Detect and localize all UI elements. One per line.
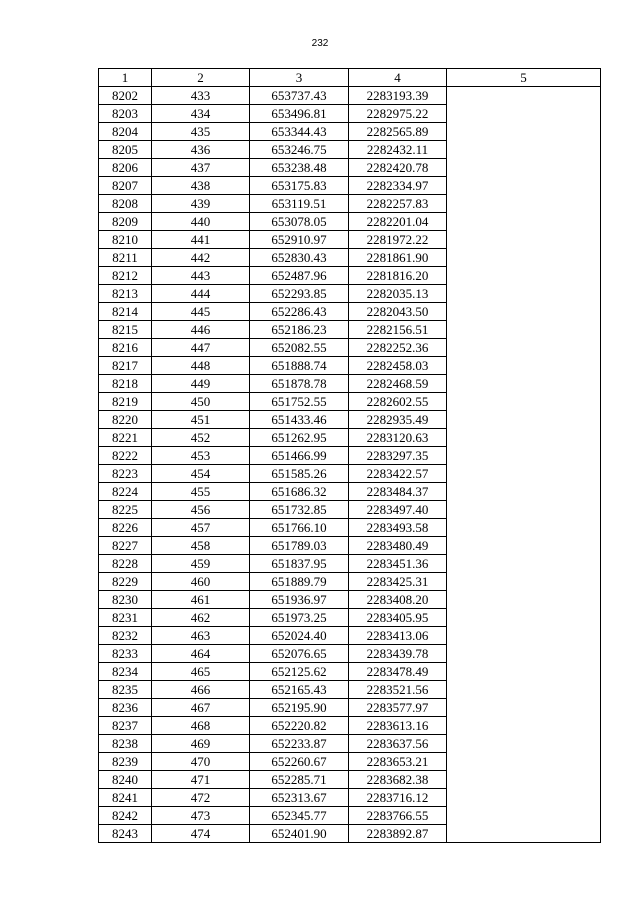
table-cell-col-3: 653344.43 [250, 123, 349, 141]
table-cell-col-3: 652165.43 [250, 681, 349, 699]
table-cell-col-3: 652401.90 [250, 825, 349, 843]
table-cell-col-2: 437 [152, 159, 250, 177]
table-cell-col-1: 8228 [99, 555, 152, 573]
table-cell-col-1: 8234 [99, 663, 152, 681]
table-cell-col-2: 441 [152, 231, 250, 249]
table-cell-col-2: 466 [152, 681, 250, 699]
table-cell-col-2: 450 [152, 393, 250, 411]
table-cell-col-2: 440 [152, 213, 250, 231]
table-cell-col-2: 461 [152, 591, 250, 609]
table-cell-col-1: 8240 [99, 771, 152, 789]
table-cell-col-1: 8239 [99, 753, 152, 771]
table-cell-col-1: 8235 [99, 681, 152, 699]
table-cell-col-3: 651878.78 [250, 375, 349, 393]
table-cell-col-3: 652076.65 [250, 645, 349, 663]
table-cell-col-1: 8233 [99, 645, 152, 663]
table-cell-col-3: 651973.25 [250, 609, 349, 627]
table-cell-col-1: 8205 [99, 141, 152, 159]
table-cell-col-2: 454 [152, 465, 250, 483]
table-cell-col-3: 653737.43 [250, 87, 349, 105]
table-cell-col-4: 2282257.83 [349, 195, 447, 213]
table-cell-col-4: 2282458.03 [349, 357, 447, 375]
table-cell-col-4: 2283716.12 [349, 789, 447, 807]
table-cell-col-4: 2282201.04 [349, 213, 447, 231]
table-cell-col-1: 8217 [99, 357, 152, 375]
table-cell-col-3: 653175.83 [250, 177, 349, 195]
table-cell-col-2: 435 [152, 123, 250, 141]
table-cell-col-3: 652286.43 [250, 303, 349, 321]
table-cell-col-2: 455 [152, 483, 250, 501]
table-cell-col-1: 8243 [99, 825, 152, 843]
table-cell-col-3: 651686.32 [250, 483, 349, 501]
table-cell-col-4: 2282035.13 [349, 285, 447, 303]
table-header-row [99, 69, 601, 87]
table-cell-col-1: 8221 [99, 429, 152, 447]
table-cell-col-4: 2283478.49 [349, 663, 447, 681]
table-cell-col-2: 471 [152, 771, 250, 789]
table-cell-col-3: 651837.95 [250, 555, 349, 573]
table-cell-col-2: 445 [152, 303, 250, 321]
table-cell-col-1: 8229 [99, 573, 152, 591]
table-cell-col-4: 2281861.90 [349, 249, 447, 267]
table-cell-col-1: 8219 [99, 393, 152, 411]
table-cell-col-4: 2282602.55 [349, 393, 447, 411]
table-cell-col-1: 8237 [99, 717, 152, 735]
table-cell-col-1: 8220 [99, 411, 152, 429]
table-cell-col-4: 2283297.35 [349, 447, 447, 465]
table-cell-col-4: 2283577.97 [349, 699, 447, 717]
table-cell-col-2: 463 [152, 627, 250, 645]
table-cell-col-2: 465 [152, 663, 250, 681]
table-cell-col-4: 2283193.39 [349, 87, 447, 105]
table-cell-col-1: 8208 [99, 195, 152, 213]
table-cell-col-4: 2282432.11 [349, 141, 447, 159]
table-cell-col-1: 8232 [99, 627, 152, 645]
table-cell-col-3: 652186.23 [250, 321, 349, 339]
column-header-3: 3 [250, 69, 349, 87]
table-cell-col-1: 8213 [99, 285, 152, 303]
table-cell-col-2: 458 [152, 537, 250, 555]
table-cell-col-2: 462 [152, 609, 250, 627]
table-cell-col-2: 438 [152, 177, 250, 195]
table-cell-col-3: 653078.05 [250, 213, 349, 231]
table-cell-col-3: 652082.55 [250, 339, 349, 357]
table-cell-col-2: 470 [152, 753, 250, 771]
table-cell-col-1: 8216 [99, 339, 152, 357]
table-cell-col-4: 2283653.21 [349, 753, 447, 771]
table-cell-col-2: 468 [152, 717, 250, 735]
table-cell-col-2: 473 [152, 807, 250, 825]
table-cell-col-3: 652260.67 [250, 753, 349, 771]
table-cell-col-3: 652313.67 [250, 789, 349, 807]
table-cell-col-1: 8241 [99, 789, 152, 807]
table-cell-col-3: 652830.43 [250, 249, 349, 267]
table-cell-col-3: 651888.74 [250, 357, 349, 375]
table-cell-col-1: 8215 [99, 321, 152, 339]
table-cell-col-3: 652487.96 [250, 267, 349, 285]
table-cell-col-4: 2283493.58 [349, 519, 447, 537]
table-cell-col-3: 651936.97 [250, 591, 349, 609]
table-cell-col-3: 651889.79 [250, 573, 349, 591]
table-cell-col-4: 2283439.78 [349, 645, 447, 663]
table-cell-col-4: 2283408.20 [349, 591, 447, 609]
table-cell-col-2: 436 [152, 141, 250, 159]
table-cell-col-2: 469 [152, 735, 250, 753]
table-cell-col-2: 448 [152, 357, 250, 375]
table-cell-col-4: 2281816.20 [349, 267, 447, 285]
table-cell-col-4: 2283405.95 [349, 609, 447, 627]
table-cell-col-4: 2283422.57 [349, 465, 447, 483]
table-cell-col-1: 8224 [99, 483, 152, 501]
table-cell-col-1: 8202 [99, 87, 152, 105]
table-cell-col-4: 2282420.78 [349, 159, 447, 177]
table-cell-col-3: 651789.03 [250, 537, 349, 555]
page-number: 232 [311, 38, 329, 49]
table-cell-col-2: 449 [152, 375, 250, 393]
table-cell-col-3: 652345.77 [250, 807, 349, 825]
table-cell-col-2: 447 [152, 339, 250, 357]
table-cell-col-4: 2281972.22 [349, 231, 447, 249]
table-cell-col-4: 2283425.31 [349, 573, 447, 591]
column-header-4: 4 [349, 69, 447, 87]
table-cell-col-2: 456 [152, 501, 250, 519]
table-cell-col-3: 652024.40 [250, 627, 349, 645]
table-cell-col-1: 8210 [99, 231, 152, 249]
table-cell-col-3: 653496.81 [250, 105, 349, 123]
table-cell-col-4: 2282043.50 [349, 303, 447, 321]
table-cell-col-4: 2282334.97 [349, 177, 447, 195]
table-cell-col-1: 8225 [99, 501, 152, 519]
table-cell-col-4: 2283682.38 [349, 771, 447, 789]
table-cell-col-1: 8206 [99, 159, 152, 177]
table-cell-col-3: 652910.97 [250, 231, 349, 249]
table-cell-col-4: 2282156.51 [349, 321, 447, 339]
table-cell-col-1: 8212 [99, 267, 152, 285]
table-cell-col-3: 652195.90 [250, 699, 349, 717]
table-cell-col-3: 652293.85 [250, 285, 349, 303]
table-cell-col-4: 2282468.59 [349, 375, 447, 393]
table-cell-col-2: 472 [152, 789, 250, 807]
table-cell-col-1: 8242 [99, 807, 152, 825]
table-cell-col-1: 8238 [99, 735, 152, 753]
table-cell-col-4: 2283521.56 [349, 681, 447, 699]
table-cell-col-4: 2283892.87 [349, 825, 447, 843]
table-cell-col-3: 652125.62 [250, 663, 349, 681]
table-cell-col-4: 2282975.22 [349, 105, 447, 123]
table-cell-col-4: 2283451.36 [349, 555, 447, 573]
table-cell-col-3: 653119.51 [250, 195, 349, 213]
table-cell-col-1: 8218 [99, 375, 152, 393]
table-cell-col-1: 8209 [99, 213, 152, 231]
table-cell-col-2: 467 [152, 699, 250, 717]
table-cell-col-4: 2282565.89 [349, 123, 447, 141]
table-cell-col-4: 2283413.06 [349, 627, 447, 645]
table-cell-col-3: 653246.75 [250, 141, 349, 159]
table-cell-col-1: 8236 [99, 699, 152, 717]
table-cell-col-2: 464 [152, 645, 250, 663]
table-cell-col-1: 8222 [99, 447, 152, 465]
table-cell-col-3: 651752.55 [250, 393, 349, 411]
table-cell-col-2: 453 [152, 447, 250, 465]
column-header-1: 1 [99, 69, 152, 87]
table-cell-col-2: 474 [152, 825, 250, 843]
table-cell-col-4: 2283613.16 [349, 717, 447, 735]
table-cell-col-2: 433 [152, 87, 250, 105]
table-cell-col-1: 8223 [99, 465, 152, 483]
table-cell-col-4: 2282935.49 [349, 411, 447, 429]
table-cell-col-2: 434 [152, 105, 250, 123]
table-cell-col-4: 2283480.49 [349, 537, 447, 555]
table-cell-col-2: 444 [152, 285, 250, 303]
table-body [99, 87, 601, 843]
table-cell-col-4: 2282252.36 [349, 339, 447, 357]
table-cell-col-3: 651433.46 [250, 411, 349, 429]
table-cell-col-1: 8226 [99, 519, 152, 537]
table-cell-col-3: 653238.48 [250, 159, 349, 177]
table-cell-col-3: 652220.82 [250, 717, 349, 735]
table-cell-col-1: 8211 [99, 249, 152, 267]
table-cell-col-3: 651766.10 [250, 519, 349, 537]
table-cell-col-2: 457 [152, 519, 250, 537]
table-cell-col-1: 8227 [99, 537, 152, 555]
table-cell-col-1: 8231 [99, 609, 152, 627]
table-cell-col-3: 651262.95 [250, 429, 349, 447]
table-cell-col-4: 2283484.37 [349, 483, 447, 501]
table-cell-col-2: 439 [152, 195, 250, 213]
table-cell-col-3: 652285.71 [250, 771, 349, 789]
table-cell-col-3: 651585.26 [250, 465, 349, 483]
table-cell-col-2: 451 [152, 411, 250, 429]
table-cell-col-2: 459 [152, 555, 250, 573]
table-cell-col-2: 452 [152, 429, 250, 447]
table-cell-col-4: 2283766.55 [349, 807, 447, 825]
table-cell-col-4: 2283497.40 [349, 501, 447, 519]
table-cell-col-1: 8214 [99, 303, 152, 321]
table-cell-col-4: 2283120.63 [349, 429, 447, 447]
table-cell-col-2: 446 [152, 321, 250, 339]
table-cell-col-1: 8204 [99, 123, 152, 141]
column-header-2: 2 [152, 69, 250, 87]
table-cell-col-1: 8230 [99, 591, 152, 609]
table-cell-col-3: 651732.85 [250, 501, 349, 519]
coordinates-table [98, 68, 601, 843]
table-cell-col-1: 8207 [99, 177, 152, 195]
table-cell-col-3: 651466.99 [250, 447, 349, 465]
column-header-5: 5 [447, 69, 601, 87]
table-cell-col-4: 2283637.56 [349, 735, 447, 753]
table-cell-col-2: 460 [152, 573, 250, 591]
table-cell-col-2: 443 [152, 267, 250, 285]
table-cell-col-2: 442 [152, 249, 250, 267]
table-cell-col-1: 8203 [99, 105, 152, 123]
table-cell-col-5 [447, 87, 601, 843]
table-row [99, 87, 601, 105]
table-cell-col-3: 652233.87 [250, 735, 349, 753]
